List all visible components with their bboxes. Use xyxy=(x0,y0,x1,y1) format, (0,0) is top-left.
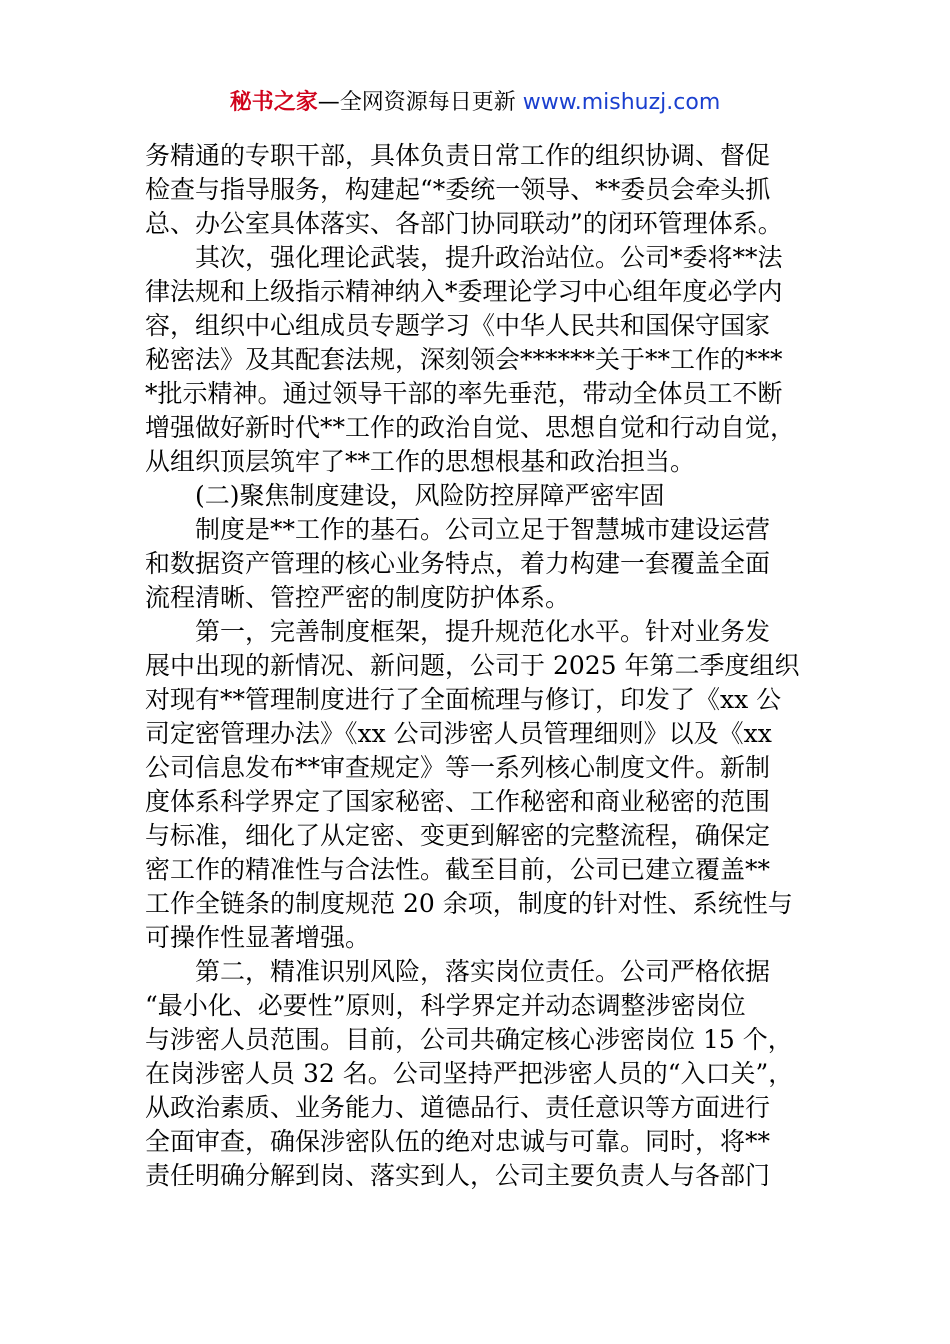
section-heading: (二)聚焦制度建设，风险防控屏障严密牢固 xyxy=(145,481,665,510)
text-line: 可操作性显著增强。 xyxy=(145,923,371,952)
text-line: 公司信息发布**审查规定》等一系列核心制度文件。新制 xyxy=(145,753,771,782)
site-slogan: —全网资源每日更新 xyxy=(317,90,516,115)
site-brand: 秘书之家 xyxy=(229,90,318,115)
text-line: 与涉密人员范围。目前，公司共确定核心涉密岗位 15 个， xyxy=(145,1025,793,1054)
text-line: 对现有**管理制度进行了全面梳理与修订，印发了《xx 公 xyxy=(145,685,782,714)
text-line: 从组织顶层筑牢了**工作的思想根基和政治担当。 xyxy=(145,447,696,476)
text-line: 度体系科学界定了国家秘密、工作秘密和商业秘密的范围 xyxy=(145,787,771,816)
text-line: 第一，完善制度框架，提升规范化水平。针对业务发 xyxy=(145,617,771,646)
text-line: *批示精神。通过领导干部的率先垂范，带动全体员工不断 xyxy=(145,379,783,408)
text-line: 总、办公室具体落实、各部门协同联动”的闭环管理体系。 xyxy=(145,209,783,238)
text-line: 工作全链条的制度规范 20 余项，制度的针对性、系统性与 xyxy=(145,889,793,918)
text-line: 律法规和上级指示精神纳入*委理论学习中心组年度必学内 xyxy=(145,277,783,306)
site-header xyxy=(0,88,950,118)
text-line: 在岗涉密人员 32 名。公司坚持严把涉密人员的“入口关”， xyxy=(145,1059,794,1088)
text-line: 展中出现的新情况、新问题，公司于 2025 年第二季度组织 xyxy=(145,651,800,680)
text-line: 检查与指导服务，构建起“*委统一领导、**委员会牵头抓 xyxy=(145,175,771,204)
text-line: 和数据资产管理的核心业务特点，着力构建一套覆盖全面 xyxy=(145,549,771,578)
text-line: 务精通的专职干部，具体负责日常工作的组织协调、督促 xyxy=(145,141,771,170)
text-line: “最小化、必要性”原则，科学界定并动态调整涉密岗位 xyxy=(145,991,746,1020)
text-line: 密工作的精准性与合法性。截至目前，公司已建立覆盖** xyxy=(145,855,771,884)
text-line: 责任明确分解到岗、落实到人，公司主要负责人与各部门 xyxy=(145,1161,771,1190)
text-line: 增强做好新时代**工作的政治自觉、思想自觉和行动自觉， xyxy=(145,413,796,442)
text-line: 司定密管理办法》《xx 公司涉密人员管理细则》以及《xx xyxy=(145,719,772,748)
document-body xyxy=(145,139,810,1193)
text-line: 流程清晰、管控严密的制度防护体系。 xyxy=(145,583,571,612)
text-line: 秘密法》及其配套法规，深刻领会******关于**工作的*** xyxy=(145,345,783,374)
text-line: 其次，强化理论武装，提升政治站位。公司*委将**法 xyxy=(145,243,783,272)
text-line: 从政治素质、业务能力、道德品行、责任意识等方面进行 xyxy=(145,1093,771,1122)
site-url-link[interactable]: www.mishuzj.com xyxy=(522,90,721,115)
text-line: 全面审查，确保涉密队伍的绝对忠诚与可靠。同时，将** xyxy=(145,1127,771,1156)
text-line: 与标准，细化了从定密、变更到解密的完整流程，确保定 xyxy=(145,821,771,850)
text-line: 容，组织中心组成员专题学习《中华人民共和国保守国家 xyxy=(145,311,771,340)
text-line: 制度是**工作的基石。公司立足于智慧城市建设运营 xyxy=(145,515,771,544)
text-line: 第二，精准识别风险，落实岗位责任。公司严格依据 xyxy=(145,957,771,986)
